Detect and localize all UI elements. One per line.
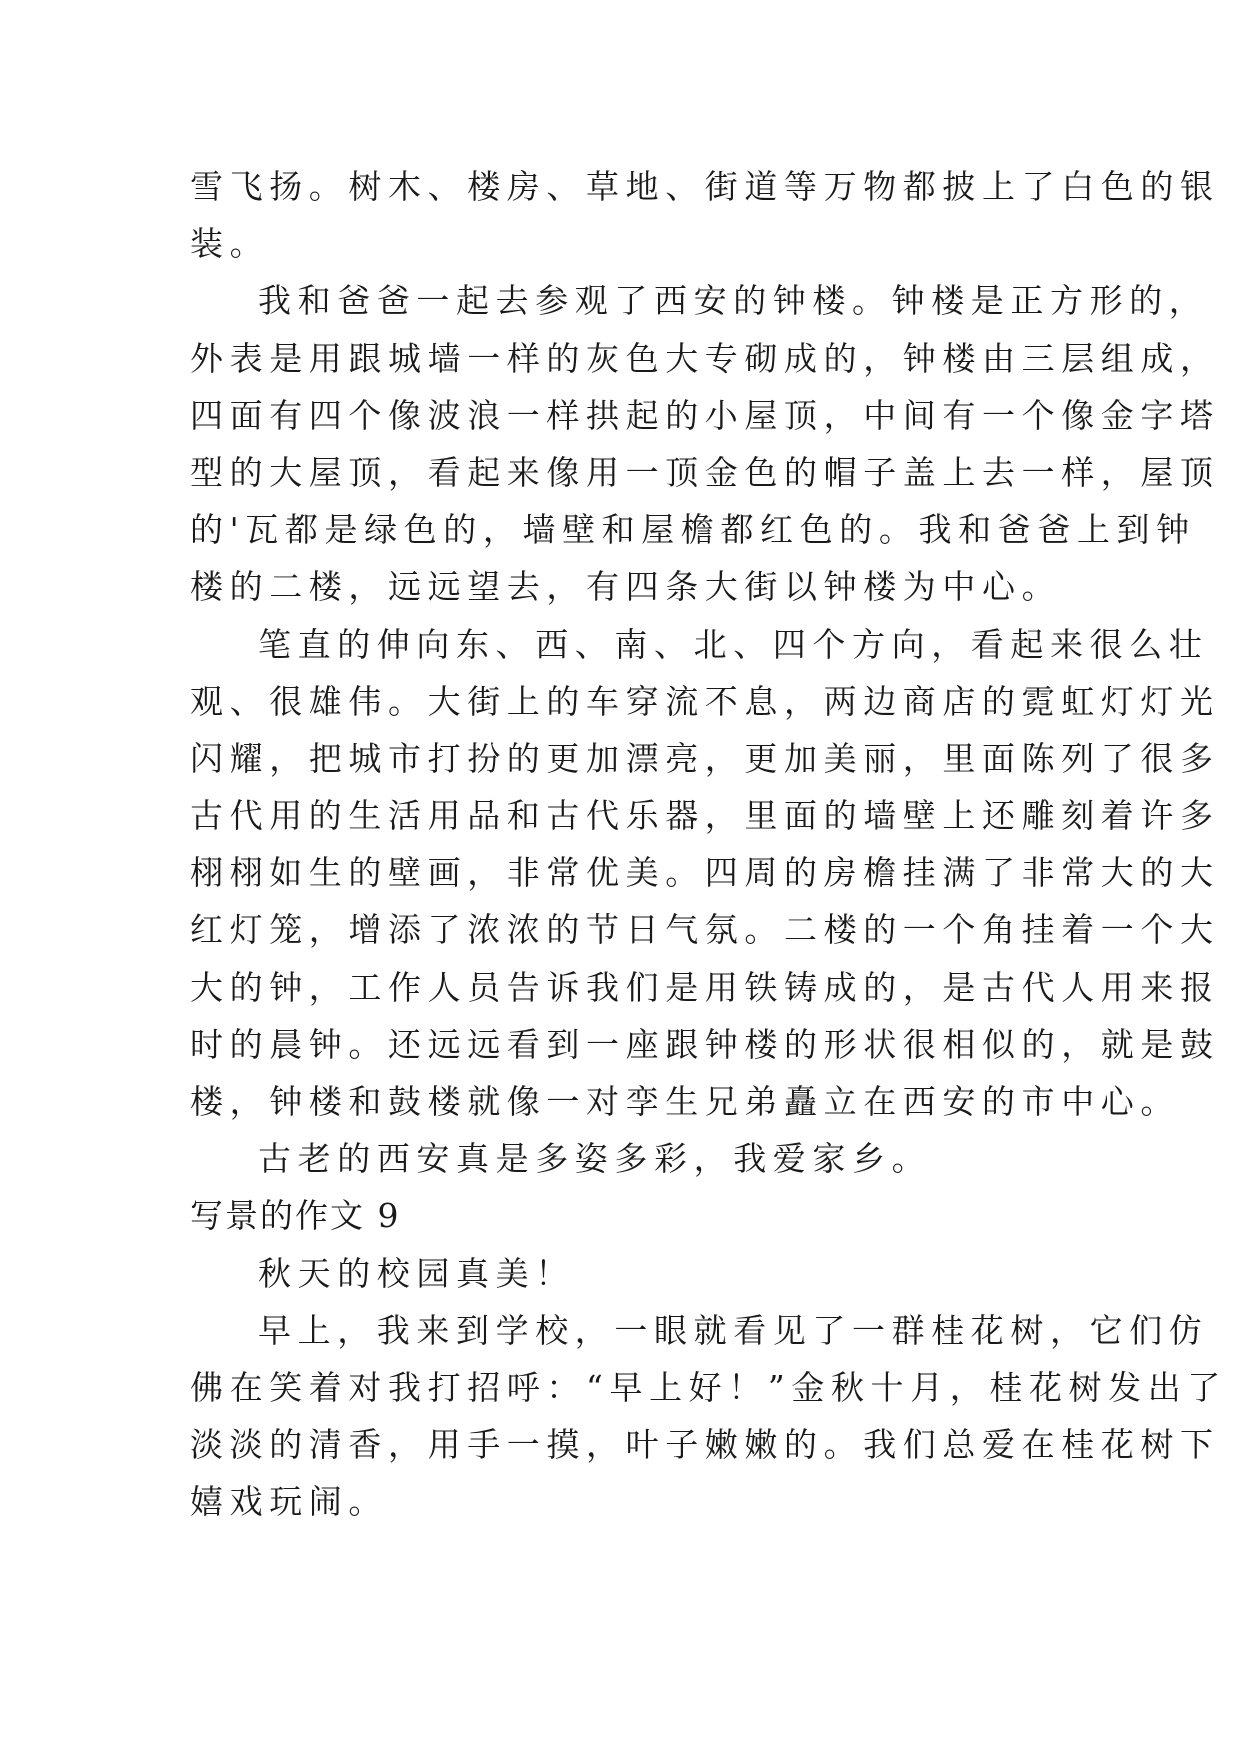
text-line: 淡淡的清香，用手一摸，叶子嫩嫩的。我们总爱在桂花树下 <box>190 1425 1220 1465</box>
text-line: 栩栩如生的壁画，非常优美。四周的房檐挂满了非常大的大 <box>190 853 1220 893</box>
text-line: 楼，钟楼和鼓楼就像一对孪生兄弟矗立在西安的市中心。 <box>190 1082 1180 1121</box>
text-line: 笔直的伸向东、西、南、北、四个方向，看起来很么壮 <box>258 624 1209 664</box>
text-line: 装。 <box>190 224 270 264</box>
text-line: 大的钟，工作人员告诉我们是用铁铸成的，是古代人用来报 <box>190 967 1220 1007</box>
text-line: 外表是用跟城墙一样的灰色大专砌成的，钟楼由三层组成， <box>190 338 1220 378</box>
text-line: 楼的二楼，远远望去，有四条大街以钟楼为中心。 <box>190 567 1062 607</box>
text-line: 时的晨钟。还远远看到一座跟钟楼的形状很相似的，就是鼓 <box>190 1024 1220 1064</box>
section-heading: 写景的作文 9 <box>190 1196 401 1236</box>
text-line: 古老的西安真是多姿多彩，我爱家乡。 <box>258 1139 932 1179</box>
document-body <box>190 158 1227 1531</box>
text-line: 古代用的生活用品和古代乐器，里面的墙壁上还雕刻着许多 <box>190 796 1220 836</box>
text-line: 我和爸爸一起去参观了西安的钟楼。钟楼是正方形的， <box>258 281 1209 321</box>
text-line: 红灯笼，增添了浓浓的节日气氛。二楼的一个角挂着一个大 <box>190 910 1220 950</box>
text-line: 观、很雄伟。大街上的车穿流不息，两边商店的霓虹灯灯光 <box>190 681 1220 721</box>
text-line: 雪飞扬。树木、楼房、草地、街道等万物都披上了白色的银 <box>190 167 1220 206</box>
text-line: 秋天的校园真美！ <box>258 1253 575 1293</box>
text-line: 嬉戏玩闹。 <box>190 1482 388 1522</box>
text-line: 佛在笑着对我打招呼：“早上好！”金秋十月，桂花树发出了 <box>190 1367 1227 1407</box>
text-line: 闪耀，把城市打扮的更加漂亮，更加美丽，里面陈列了很多 <box>190 738 1220 778</box>
text-line: 的'瓦都是绿色的，墙壁和屋檐都红色的。我和爸爸上到钟 <box>190 510 1196 550</box>
text-line: 四面有四个像波浪一样拱起的小屋顶，中间有一个像金字塔 <box>190 395 1220 435</box>
text-line: 早上，我来到学校，一眼就看见了一群桂花树，它们仿 <box>258 1310 1209 1350</box>
text-line: 型的大屋顶，看起来像用一顶金色的帽子盖上去一样，屋顶 <box>190 452 1220 492</box>
